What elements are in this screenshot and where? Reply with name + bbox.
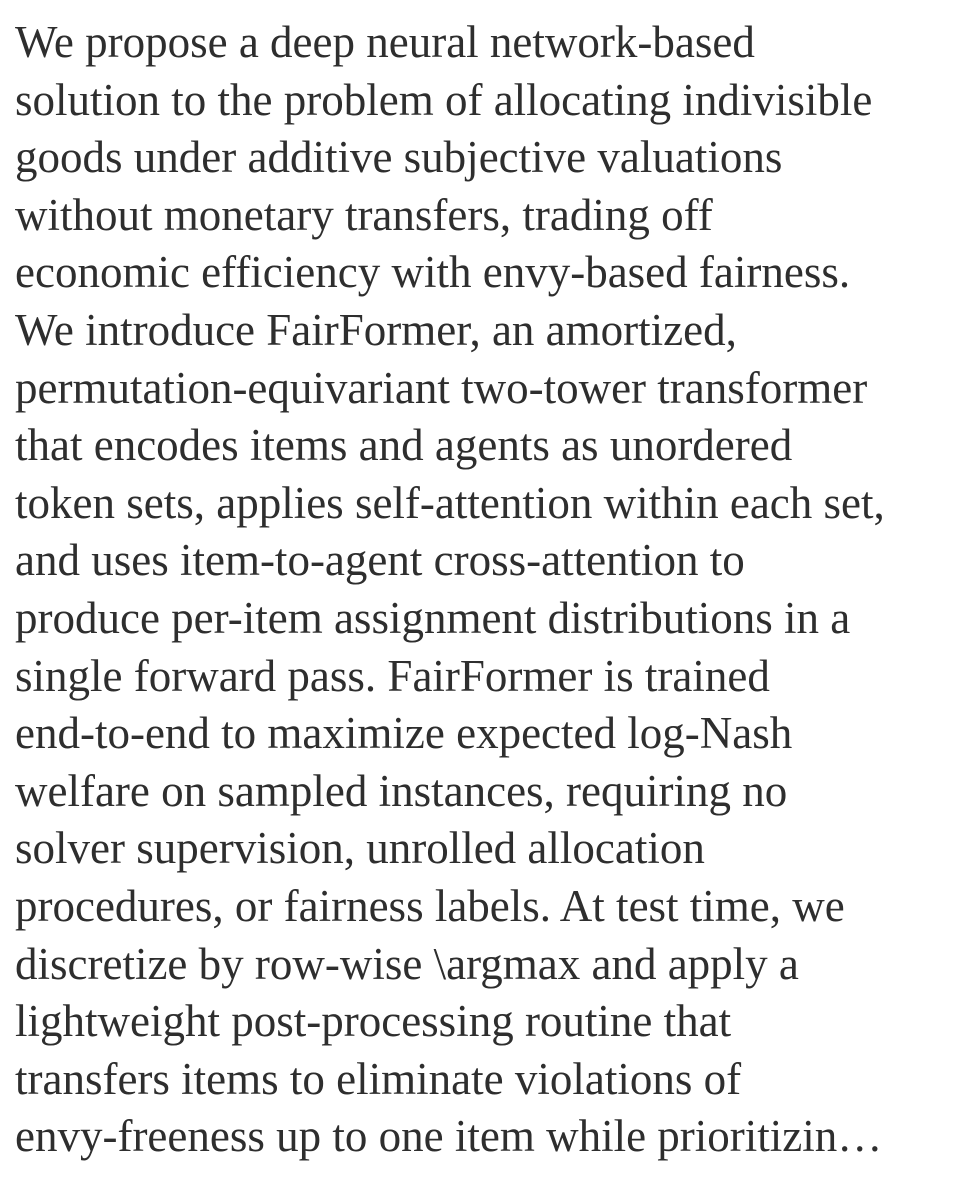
- abstract-line: permutation-equivariant two-tower transformer: [15, 362, 868, 413]
- abstract-line: envy-freeness up to one item while prioritizin…: [15, 1111, 883, 1162]
- abstract-line: goods under additive subjective valuations: [15, 132, 783, 183]
- abstract-line: We propose a deep neural network-based: [15, 17, 755, 67]
- abstract-line: lightweight post-processing routine that: [15, 996, 732, 1047]
- abstract-line: that encodes items and agents as unordered: [15, 420, 793, 471]
- abstract-line: single forward pass. FairFormer is trained: [15, 650, 770, 701]
- abstract-line: We introduce FairFormer, an amortized,: [15, 304, 737, 355]
- abstract-line: discretize by row-wise \argmax and apply a: [15, 938, 799, 989]
- abstract-line: solver supervision, unrolled allocation: [15, 823, 705, 874]
- abstract-text: [15, 14, 946, 1166]
- abstract-line: solution to the problem of allocating indivisible: [15, 74, 873, 125]
- abstract-line: without monetary transfers, trading off: [15, 189, 713, 240]
- abstract-line: transfers items to eliminate violations of: [15, 1053, 742, 1104]
- abstract-line: token sets, applies self-attention within each set,: [15, 477, 885, 528]
- abstract-line: welfare on sampled instances, requiring no: [15, 765, 788, 816]
- abstract-line: and uses item-to-agent cross-attention to: [15, 535, 745, 586]
- abstract-line: produce per-item assignment distributions in a: [15, 592, 851, 643]
- abstract-line: procedures, or fairness labels. At test time, we: [15, 880, 845, 931]
- abstract-line: end-to-end to maximize expected log-Nash: [15, 708, 793, 759]
- abstract-line: economic efficiency with envy-based fairness.: [15, 247, 851, 298]
